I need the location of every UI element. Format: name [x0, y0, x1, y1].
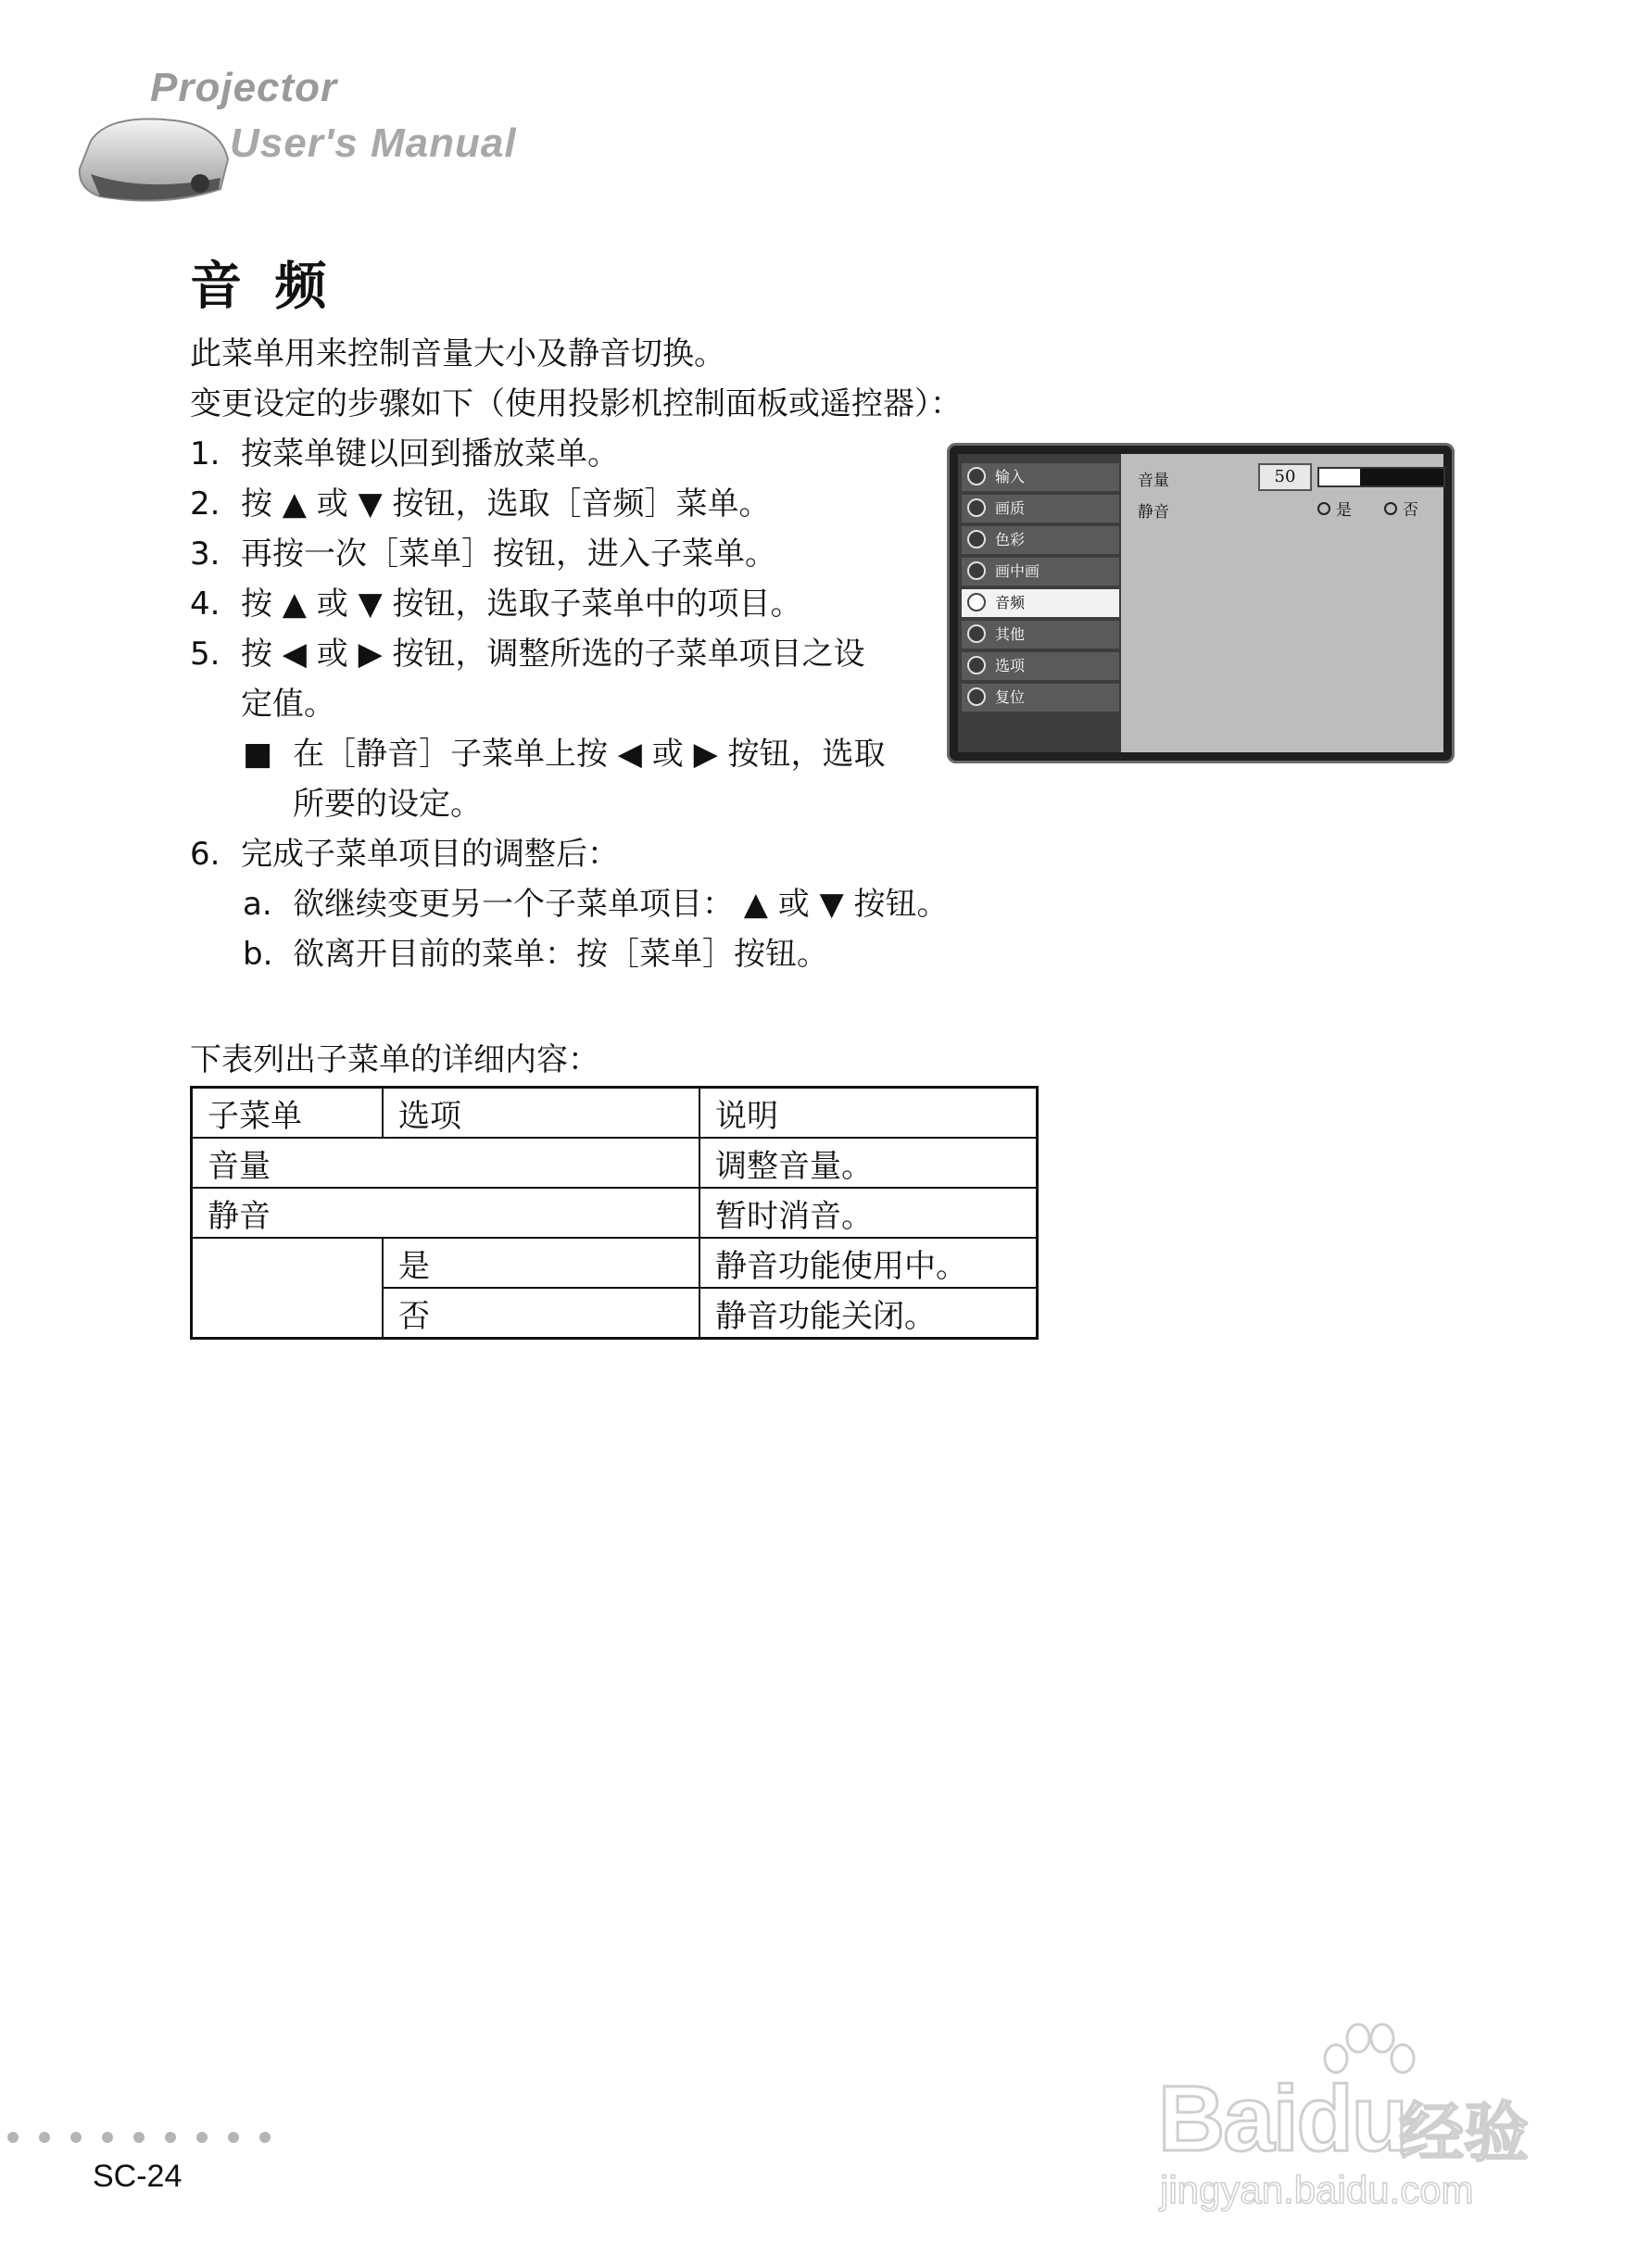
- osd-item-circle-icon: [967, 687, 986, 706]
- step-3-number: 3.: [190, 536, 220, 573]
- table-row: [192, 1188, 1038, 1238]
- osd-radio-yes-icon: [1317, 502, 1330, 515]
- intro-line-2: 变更设定的步骤如下（使用投影机控制面板或遥控器）：: [190, 385, 962, 422]
- osd-item-circle-icon: [967, 498, 986, 517]
- footer-dot: [165, 2132, 176, 2143]
- table-header-row: [192, 1088, 1038, 1139]
- projector-icon: [72, 104, 239, 215]
- table-row: [192, 1138, 1038, 1188]
- footer-dots: [7, 2129, 291, 2147]
- footer-dot: [259, 2132, 271, 2143]
- step-5-number: 5.: [190, 636, 220, 673]
- substep-b-number: b.: [243, 936, 273, 973]
- header-title: Projector: [150, 65, 338, 110]
- footer-dot: [228, 2132, 239, 2143]
- osd-volume-label: 音量: [1138, 472, 1169, 490]
- table-header-description: 说明: [699, 1088, 1038, 1139]
- osd-menu-item-label: 输入: [995, 468, 1026, 485]
- page-number: SC-24: [93, 2159, 183, 2194]
- osd-volume-value: 50: [1258, 463, 1312, 491]
- page-title: 音 频: [190, 257, 334, 317]
- table-cell-option: 否: [383, 1288, 699, 1339]
- intro-line-1: 此菜单用来控制音量大小及静音切换。: [190, 335, 725, 372]
- table-cell-description: 静音功能关闭。: [699, 1288, 1038, 1339]
- step-3-text: 再按一次［菜单］按钮，进入子菜单。: [241, 536, 776, 573]
- osd-item-circle-icon: [967, 561, 986, 580]
- osd-menu-item-label: 画中画: [995, 562, 1040, 580]
- watermark-brand: Baidu: [1158, 2067, 1406, 2171]
- osd-menu-item-pip: [962, 558, 1119, 586]
- step-1-number: 1.: [190, 435, 220, 472]
- submenu-detail-table: [190, 1086, 1039, 1340]
- footer-dot: [39, 2132, 50, 2143]
- osd-item-circle-icon: [967, 624, 986, 643]
- step-5-text: 按 ◀ 或 ▶ 按钮，调整所选的子菜单项目之设: [241, 636, 865, 673]
- osd-item-circle-icon: [967, 593, 986, 611]
- footer-dot: [70, 2132, 82, 2143]
- bullet-text-cont: 所要的设定。: [293, 786, 482, 823]
- table-cell-option: 是: [383, 1238, 699, 1288]
- osd-menu-item-label: 画质: [995, 499, 1026, 517]
- osd-option-yes: 是: [1336, 501, 1352, 520]
- footer-dot: [133, 2132, 145, 2143]
- osd-menu-item-audio: [962, 589, 1119, 617]
- step-4-text: 按 ▲ 或 ▼ 按钮，选取子菜单中的项目。: [241, 586, 802, 623]
- osd-menu-item-color: [962, 526, 1119, 554]
- osd-item-circle-icon: [967, 656, 986, 674]
- step-2-number: 2.: [190, 485, 220, 523]
- table-cell-submenu: 静音: [192, 1188, 700, 1238]
- table-cell-empty: [192, 1238, 384, 1339]
- substep-b-text: 欲离开目前的菜单：按［菜单］按钮。: [293, 936, 828, 973]
- osd-item-circle-icon: [967, 530, 986, 548]
- watermark-url: jingyan.baidu.com: [1160, 2168, 1474, 2211]
- osd-menu-list: [958, 454, 1121, 752]
- osd-menu-item-label: 其他: [995, 625, 1026, 643]
- osd-menu-item-input: [962, 463, 1119, 491]
- step-5-text-cont: 定值。: [241, 686, 335, 723]
- osd-mute-label: 静音: [1138, 503, 1169, 522]
- osd-menu-item-picture: [962, 495, 1119, 523]
- step-6-text: 完成子菜单项目的调整后：: [241, 836, 619, 873]
- step-4-number: 4.: [190, 586, 220, 623]
- table-cell-submenu: 音量: [192, 1138, 700, 1188]
- osd-menu-item-label: 选项: [995, 657, 1026, 674]
- watermark-cn: 经验: [1399, 2095, 1529, 2171]
- osd-volume-slider: [1317, 467, 1445, 487]
- osd-volume-slider-fill: [1319, 469, 1360, 485]
- osd-option-no: 否: [1403, 501, 1418, 520]
- footer-dot: [102, 2132, 113, 2143]
- table-cell-description: 暂时消音。: [699, 1188, 1038, 1238]
- osd-menu-item-label: 色彩: [995, 531, 1026, 548]
- substep-a-number: a.: [243, 886, 272, 923]
- step-1-text: 按菜单键以回到播放菜单。: [241, 435, 619, 472]
- osd-menu-item-label: 复位: [995, 688, 1026, 706]
- footer-dot: [196, 2132, 208, 2143]
- table-intro: 下表列出子菜单的详细内容：: [190, 1041, 599, 1078]
- baidu-watermark: [1158, 2020, 1547, 2214]
- osd-menu-item-label: 音频: [995, 594, 1026, 611]
- substep-a-text: 欲继续变更另一个子菜单项目： ▲ 或 ▼ 按钮。: [293, 886, 949, 923]
- osd-menu-item-options: [962, 652, 1119, 680]
- osd-audio-panel: [1121, 454, 1443, 752]
- osd-menu-item-other: [962, 621, 1119, 649]
- table-row: [192, 1238, 1038, 1288]
- table-cell-description: 静音功能使用中。: [699, 1238, 1038, 1288]
- osd-radio-no-icon: [1384, 502, 1397, 515]
- table-header-option: 选项: [383, 1088, 699, 1139]
- bullet-text: 在［静音］子菜单上按 ◀ 或 ▶ 按钮，选取: [293, 736, 886, 773]
- header-subtitle: User's Manual: [230, 120, 517, 166]
- osd-volume-slider-remainder: [1360, 469, 1443, 485]
- bullet-mark: ■: [243, 736, 273, 773]
- table-cell-description: 调整音量。: [699, 1138, 1038, 1188]
- osd-menu-item-reset: [962, 684, 1119, 712]
- osd-menu-screenshot: [947, 443, 1455, 763]
- step-6-number: 6.: [190, 836, 220, 873]
- footer-dot: [7, 2132, 19, 2143]
- step-2-text: 按 ▲ 或 ▼ 按钮，选取［音频］菜单。: [241, 485, 771, 523]
- osd-item-circle-icon: [967, 467, 986, 485]
- table-header-submenu: 子菜单: [192, 1088, 384, 1139]
- manual-header-logo: [72, 65, 554, 213]
